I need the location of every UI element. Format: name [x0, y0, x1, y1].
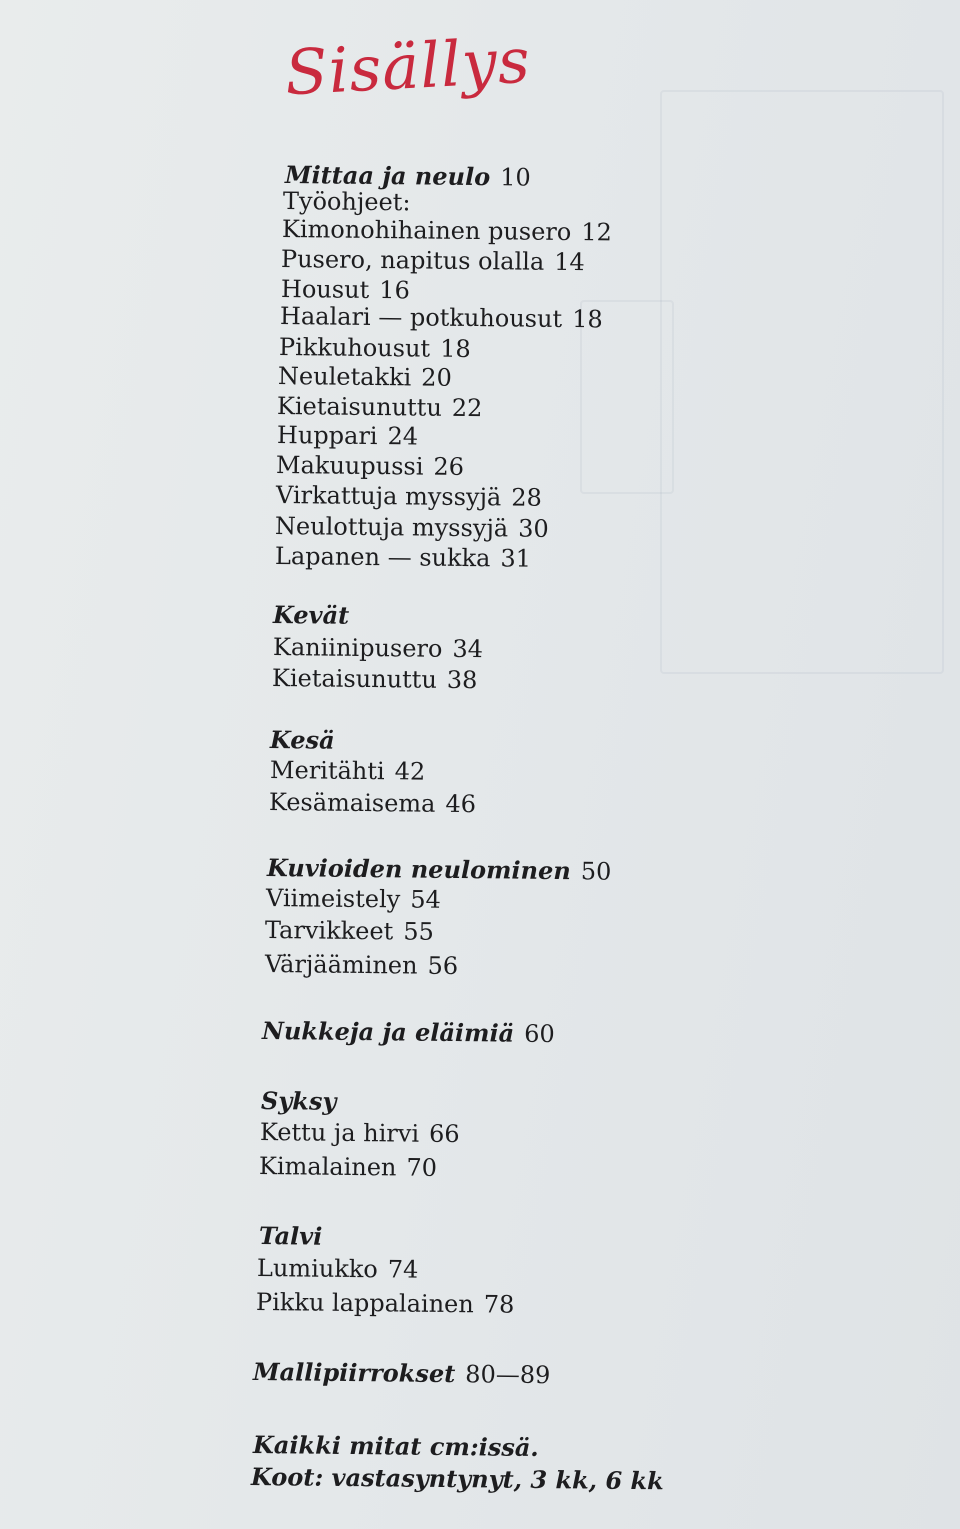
- entry-label: Haalari — potkuhousut: [279, 302, 563, 333]
- toc-entry: [257, 1254, 419, 1284]
- entry-label: Kettu ja hirvi: [259, 1118, 420, 1148]
- entry-label: Virkattuja myssyjä: [275, 481, 502, 512]
- entry-label: Työohjeet:: [282, 187, 411, 217]
- entry-page-number: 60: [524, 1019, 555, 1049]
- entry-label: Kimonohihainen pusero: [281, 215, 572, 247]
- toc-entry: [281, 275, 410, 304]
- entry-label: Kietaisunuttu: [276, 392, 443, 422]
- entry-page-number: 14: [554, 247, 585, 277]
- entry-label: Makuupussi: [275, 451, 424, 481]
- entry-page-number: 22: [451, 393, 483, 423]
- toc-entry: [269, 788, 476, 818]
- toc-section-heading: [267, 853, 612, 886]
- entry-label: Nukkeja ja eläimiä: [261, 1016, 515, 1048]
- toc-entry: [259, 1152, 437, 1182]
- entry-page-number: 74: [387, 1255, 419, 1284]
- entry-page-number: 66: [428, 1119, 460, 1149]
- entry-page-number: 38: [446, 665, 478, 695]
- entry-label: Neuletakki: [277, 362, 412, 392]
- entry-page-number: 56: [427, 951, 459, 981]
- toc-entry: [281, 245, 585, 276]
- note-sizes: Koot: vastasyntynyt, 3 kk, 6 kk: [250, 1462, 664, 1496]
- entry-label: Talvi: [258, 1221, 323, 1251]
- toc-entry: [276, 481, 542, 512]
- entry-page-number: 80—89: [465, 1360, 551, 1390]
- toc-entry: [276, 451, 464, 481]
- toc-section-heading: [259, 1221, 323, 1251]
- entry-label: Kuvioiden neulominen: [266, 853, 571, 886]
- entry-page-number: 78: [483, 1290, 515, 1319]
- toc-entry: [280, 302, 603, 333]
- entry-page-number: 20: [421, 363, 452, 392]
- entry-label: Meritähti: [269, 756, 385, 786]
- toc-entry: [275, 512, 549, 543]
- toc-entry: [275, 542, 531, 573]
- toc-entry: [265, 916, 434, 946]
- entry-label: Syksy: [260, 1086, 337, 1116]
- entry-label: Mittaa ja neulo: [284, 160, 491, 192]
- toc-section-heading: [261, 1086, 337, 1116]
- entry-label: Kevät: [272, 600, 350, 630]
- entry-page-number: 70: [406, 1153, 438, 1182]
- toc-entry: [266, 884, 441, 914]
- entry-page-number: 18: [572, 305, 603, 334]
- page-title: Sisällys: [283, 23, 533, 110]
- toc-entry: [279, 333, 471, 363]
- entry-page-number: 34: [452, 634, 484, 664]
- toc-entry: [270, 756, 425, 786]
- entry-label: Tarvikkeet: [264, 916, 394, 946]
- entry-label: Kesä: [269, 725, 335, 755]
- entry-page-number: 31: [500, 544, 532, 573]
- toc-entry: [265, 950, 458, 980]
- toc-entry: [256, 1288, 515, 1319]
- entry-label: Lapanen — sukka: [274, 542, 491, 573]
- toc-entry: [272, 664, 478, 694]
- entry-page-number: 54: [410, 885, 441, 914]
- entry-page-number: 42: [394, 757, 426, 786]
- toc-section-heading: [262, 1016, 555, 1048]
- entry-label: Viimeistely: [265, 884, 401, 914]
- toc-section-heading: [253, 1357, 551, 1389]
- entry-label: Kietaisunuttu: [271, 664, 438, 694]
- toc-entry: [278, 362, 452, 392]
- entry-label: Housut: [280, 275, 370, 304]
- entry-label: Pikkuhousut: [278, 333, 431, 363]
- toc-entry: [283, 187, 411, 216]
- entry-label: Kesämaisema: [268, 788, 436, 818]
- toc-entry: [277, 392, 483, 422]
- entry-page-number: 30: [518, 514, 549, 543]
- entry-label: Lumiukko: [256, 1254, 378, 1284]
- entry-page-number: 16: [379, 276, 410, 305]
- entry-page-number: 50: [580, 857, 612, 886]
- entry-page-number: 55: [403, 917, 434, 946]
- toc-section-heading: [273, 600, 349, 630]
- entry-page-number: 46: [445, 789, 477, 819]
- entry-label: Kimalainen: [258, 1152, 397, 1182]
- entry-page-number: 26: [433, 452, 465, 481]
- entry-label: Pusero, napitus olalla: [280, 245, 545, 276]
- toc-entry: [277, 421, 418, 450]
- entry-page-number: 28: [511, 483, 542, 512]
- entry-label: Huppari: [276, 421, 378, 451]
- entry-page-number: 24: [387, 422, 419, 451]
- toc-entry: [273, 633, 483, 663]
- entry-page-number: 10: [500, 163, 531, 192]
- entry-label: Värjääminen: [264, 950, 418, 980]
- entry-page-number: 12: [581, 218, 612, 247]
- entry-label: Neulottuja myssyjä: [274, 512, 509, 543]
- entry-label: Pikku lappalainen: [255, 1288, 474, 1319]
- entry-label: Kaniinipusero: [272, 633, 443, 663]
- note-measurements: Kaikki mitat cm:issä.: [252, 1430, 539, 1462]
- toc-section-heading: [270, 725, 335, 755]
- toc-entry: [282, 215, 612, 246]
- entry-page-number: 18: [440, 334, 471, 364]
- show-through-frame: [660, 90, 944, 674]
- toc-entry: [260, 1118, 460, 1148]
- entry-label: Mallipiirrokset: [252, 1357, 456, 1389]
